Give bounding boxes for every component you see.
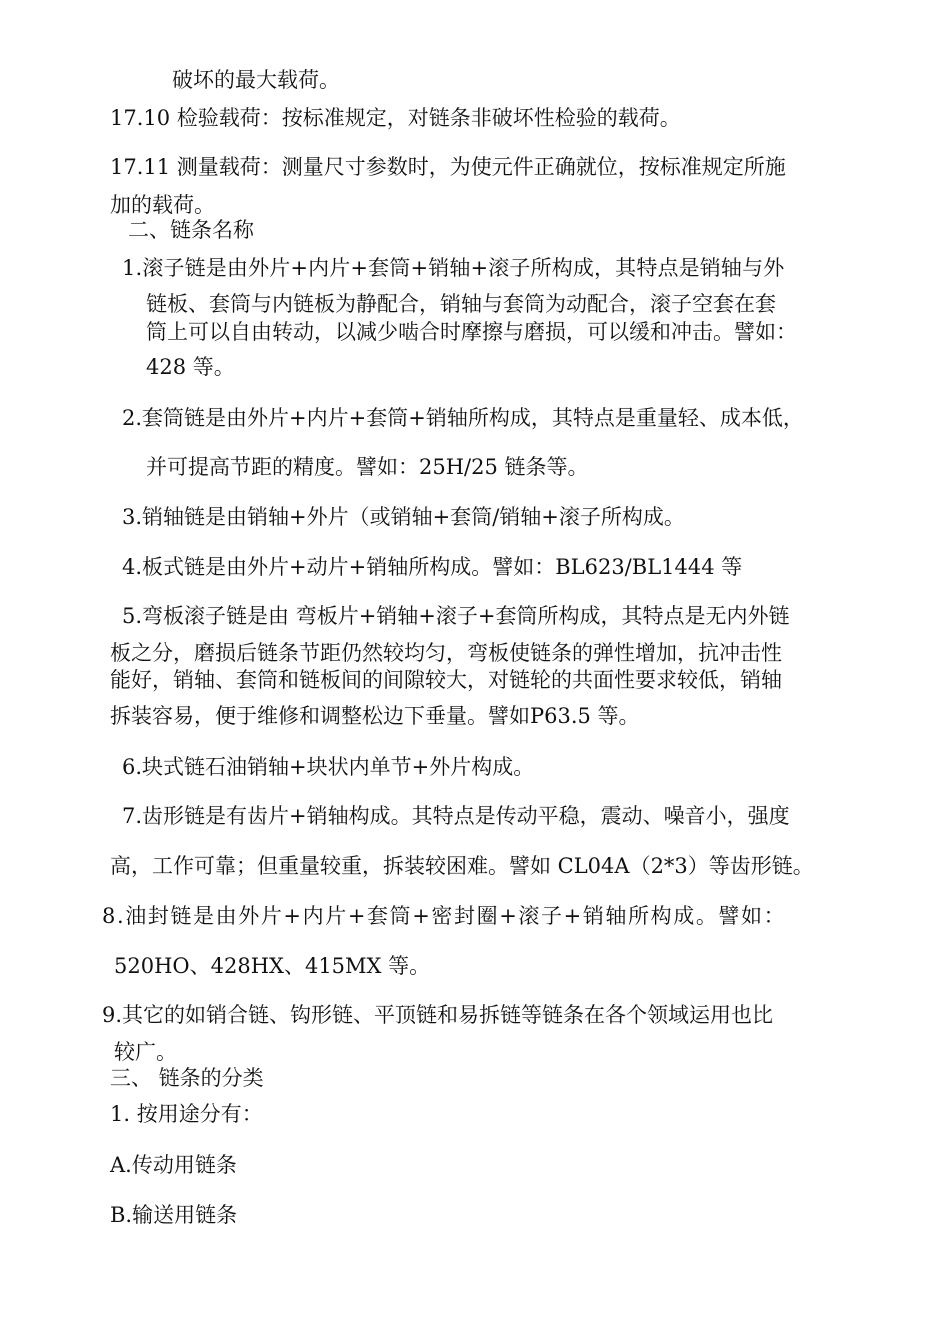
section-heading: 三、 链条的分类 <box>110 1066 264 1090</box>
text-line: 较广。 <box>114 1040 177 1064</box>
text-line: 破坏的最大载荷。 <box>172 68 340 92</box>
text-line: 9.其它的如销合链、钩形链、平顶链和易拆链等链条在各个领域运用也比 <box>102 1003 774 1027</box>
text-line: 并可提高节距的精度。譬如：25H/25 链条等。 <box>146 455 589 479</box>
text-line: 5.弯板滚子链是由 弯板片+销轴+滚子+套筒所构成，其特点是无内外链 <box>122 604 790 628</box>
text-line: B.输送用链条 <box>110 1203 238 1227</box>
text-line: 板之分，磨损后链条节距仍然较均匀，弯板使链条的弹性增加，抗冲击性 <box>110 641 782 665</box>
text-line: 能好，销轴、套筒和链板间的间隙较大，对链轮的共面性要求较低，销轴 <box>110 668 782 692</box>
text-line: 4.板式链是由外片+动片+销轴所构成。譬如：BL623/BL1444 等 <box>122 555 743 579</box>
text-line: 520HO、428HX、415MX 等。 <box>114 954 431 978</box>
text-line: 高，工作可靠；但重量较重，拆装较困难。譬如 CL04A（2*3）等齿形链。 <box>110 854 814 878</box>
text-line: 17.11 测量载荷：测量尺寸参数时，为使元件正确就位，按标准规定所施 <box>110 155 786 179</box>
text-line: 筒上可以自由转动，以减少啮合时摩擦与磨损，可以缓和冲击。譬如： <box>146 320 797 344</box>
text-line: 3.销轴链是由销轴+外片（或销轴+套筒/销轴+滚子所构成。 <box>122 505 685 529</box>
text-line: 1.滚子链是由外片+内片+套筒+销轴+滚子所构成，其特点是销轴与外 <box>122 256 785 280</box>
text-line: 7.齿形链是有齿片+销轴构成。其特点是传动平稳，震动、噪音小，强度 <box>122 804 790 828</box>
text-line: A.传动用链条 <box>110 1153 237 1177</box>
text-line: 8.油封链是由外片+内片+套筒+密封圈+滚子+销轴所构成。譬如： <box>102 904 787 928</box>
text-line: 链板、套筒与内链板为静配合，销轴与套筒为动配合，滚子空套在套 <box>146 292 776 316</box>
text-line: 2.套筒链是由外片+内片+套筒+销轴所构成，其特点是重量轻、成本低， <box>122 406 804 430</box>
text-line: 1. 按用途分有： <box>110 1102 263 1126</box>
text-line: 428 等。 <box>146 355 235 379</box>
text-line: 拆装容易，便于维修和调整松边下垂量。譬如P63.5 等。 <box>110 704 640 728</box>
section-heading: 二、链条名称 <box>128 218 254 242</box>
text-line: 加的载荷。 <box>110 193 215 217</box>
text-line: 17.10 检验载荷：按标准规定，对链条非破坏性检验的载荷。 <box>110 106 681 130</box>
text-line: 6.块式链石油销轴+块状内单节+外片构成。 <box>122 755 535 779</box>
